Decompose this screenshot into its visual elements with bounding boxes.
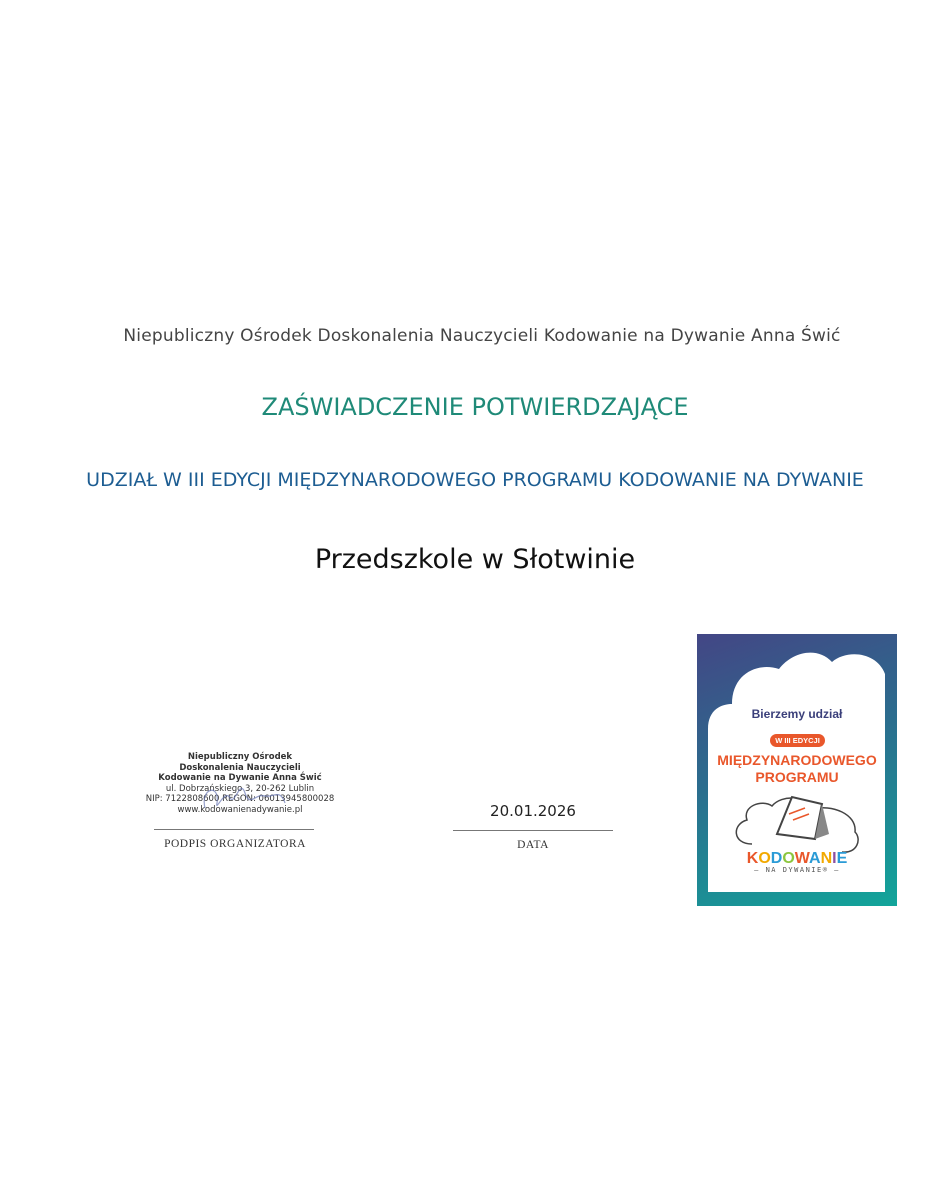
recipient-name: Przedszkole w Słotwinie [314,544,636,575]
date-caption: DATA [517,839,549,851]
stamp-line: Kodowanie na Dywanie Anna Świć [158,773,322,783]
handwritten-signature [195,768,295,818]
badge-line: MIĘDZYNARODOWEGO [717,752,877,768]
certificate-subtitle: UDZIAŁ W III EDYCJI MIĘDZYNARODOWEGO PROGRAMU KODOWANIE NA DYWANIE [86,469,864,491]
stamp-line: ul. Dobrzańskiego 3, 20-262 Lublin [165,783,315,794]
organizer-name: Niepubliczny Ośrodek Doskonalenia Nauczycieli Kodowanie na Dywanie Anna Świć [123,326,841,346]
stamp-line: Doskonalenia Nauczycieli [179,762,301,773]
logo-subtitle: – NA DYWANIE® – [754,866,840,874]
stamp-line: www.kodowanienadywanie.pl [177,804,303,815]
stamp-line: Niepubliczny Ośrodek [187,752,293,762]
badge-line: PROGRAMU [755,769,839,785]
program-logo: KODOWANIE [746,850,848,867]
signature-caption: PODPIS ORGANIZATORA [164,838,306,850]
signature-line [154,829,314,830]
date-value: 20.01.2026 [490,802,576,820]
edition-pill: W III EDYCJI [770,734,825,747]
badge-heading: Bierzemy udział [751,707,843,721]
stamp-line: NIP: 7122808600 REGON: 06013945800028 [145,794,335,804]
date-line [453,830,613,831]
program-badge [697,634,897,906]
badge-program-text [697,752,897,786]
certificate-title: ZAŚWIADCZENIE POTWIERDZAJĄCE [261,393,689,421]
